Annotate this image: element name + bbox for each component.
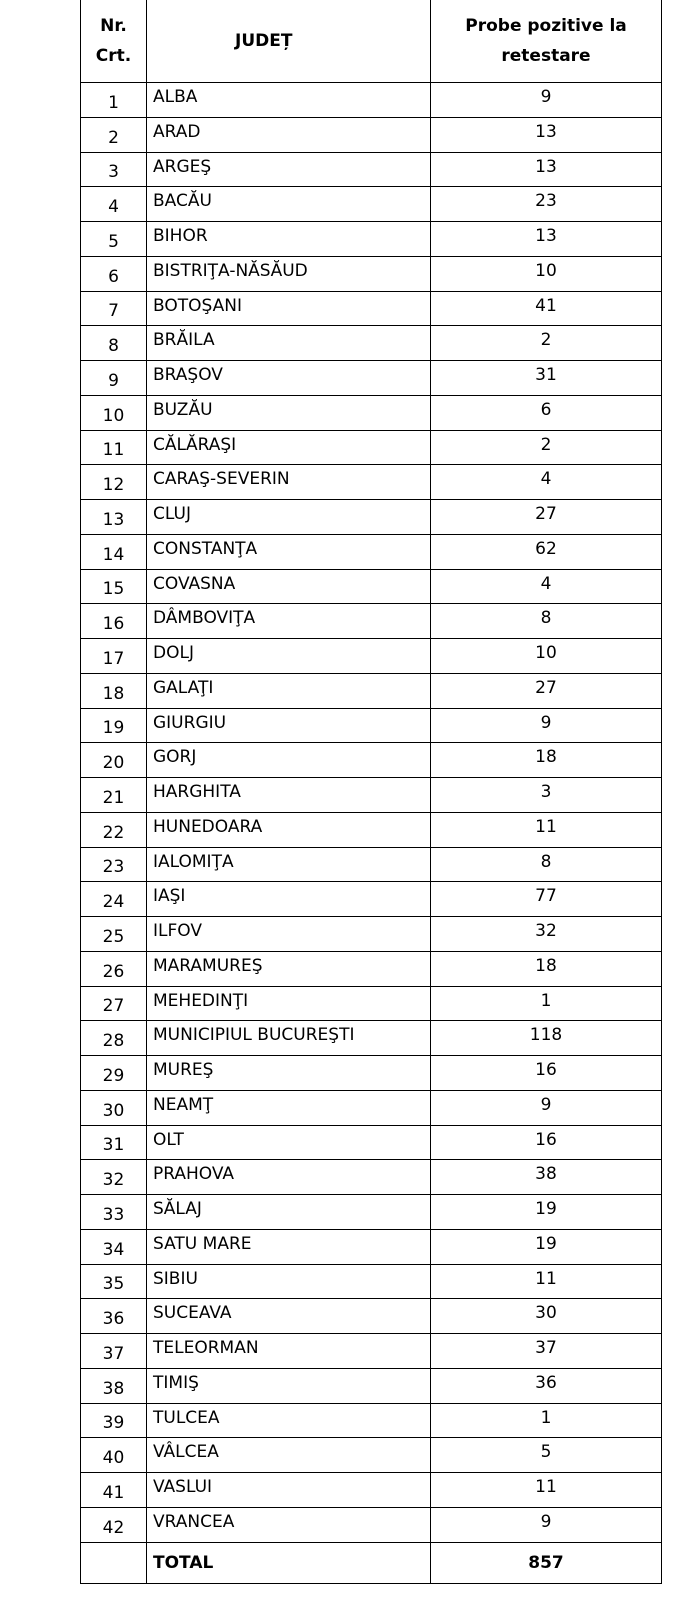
header-judet: JUDEȚ (147, 0, 431, 83)
table-header-row (81, 0, 662, 83)
row-number: 29 (81, 1056, 147, 1091)
county-name: VRANCEA (147, 1507, 431, 1542)
positive-count: 16 (431, 1125, 662, 1160)
positive-count: 38 (431, 1160, 662, 1195)
positive-count: 27 (431, 500, 662, 535)
table-row (81, 1438, 662, 1473)
county-name: BRAŞOV (147, 361, 431, 396)
positive-count: 41 (431, 291, 662, 326)
positive-count: 30 (431, 1299, 662, 1334)
row-number: 33 (81, 1195, 147, 1230)
positive-count: 118 (431, 1021, 662, 1056)
row-number: 35 (81, 1264, 147, 1299)
county-name: SUCEAVA (147, 1299, 431, 1334)
table-row (81, 1334, 662, 1369)
positive-count: 4 (431, 569, 662, 604)
row-number: 8 (81, 326, 147, 361)
table-row (81, 1195, 662, 1230)
table-row (81, 1125, 662, 1160)
row-number: 1 (81, 83, 147, 118)
total-row (81, 1542, 662, 1583)
row-number: 26 (81, 951, 147, 986)
row-number: 13 (81, 500, 147, 535)
total-empty-cell (81, 1542, 147, 1583)
county-name: BACĂU (147, 187, 431, 222)
county-name: DÂMBOVIŢA (147, 604, 431, 639)
row-number: 11 (81, 430, 147, 465)
county-name: MARAMUREŞ (147, 951, 431, 986)
positive-count: 11 (431, 1473, 662, 1508)
county-name: COVASNA (147, 569, 431, 604)
county-name: PRAHOVA (147, 1160, 431, 1195)
row-number: 31 (81, 1125, 147, 1160)
county-name: ARGEŞ (147, 152, 431, 187)
positive-count: 9 (431, 83, 662, 118)
table-row (81, 882, 662, 917)
total-label: TOTAL (147, 1542, 431, 1583)
table-row (81, 256, 662, 291)
row-number: 24 (81, 882, 147, 917)
county-name: BRĂILA (147, 326, 431, 361)
positive-count: 1 (431, 986, 662, 1021)
county-name: HARGHITA (147, 778, 431, 813)
county-name: ALBA (147, 83, 431, 118)
table-row (81, 83, 662, 118)
table-row (81, 1021, 662, 1056)
county-name: BISTRIŢA-NĂSĂUD (147, 256, 431, 291)
positive-count: 10 (431, 639, 662, 674)
positive-count: 19 (431, 1195, 662, 1230)
row-number: 6 (81, 256, 147, 291)
positive-count: 1 (431, 1403, 662, 1438)
positive-count: 23 (431, 187, 662, 222)
row-number: 5 (81, 222, 147, 257)
row-number: 28 (81, 1021, 147, 1056)
row-number: 27 (81, 986, 147, 1021)
table-row (81, 1368, 662, 1403)
row-number: 23 (81, 847, 147, 882)
table-row (81, 291, 662, 326)
positive-count: 62 (431, 534, 662, 569)
row-number: 19 (81, 708, 147, 743)
table-row (81, 430, 662, 465)
positive-count: 27 (431, 673, 662, 708)
table-row (81, 1056, 662, 1091)
row-number: 16 (81, 604, 147, 639)
positive-count: 37 (431, 1334, 662, 1369)
table-row (81, 1160, 662, 1195)
county-name: ARAD (147, 117, 431, 152)
table-row (81, 117, 662, 152)
table-row (81, 500, 662, 535)
county-name: BIHOR (147, 222, 431, 257)
positive-count: 13 (431, 222, 662, 257)
row-number: 36 (81, 1299, 147, 1334)
header-nr-crt: Nr. Crt. (81, 0, 147, 83)
row-number: 39 (81, 1403, 147, 1438)
county-name: OLT (147, 1125, 431, 1160)
positive-count: 32 (431, 917, 662, 952)
positive-count: 9 (431, 1090, 662, 1125)
positive-count: 31 (431, 361, 662, 396)
positive-count: 13 (431, 152, 662, 187)
county-name: TIMIŞ (147, 1368, 431, 1403)
row-number: 2 (81, 117, 147, 152)
county-name: HUNEDOARA (147, 812, 431, 847)
table-row (81, 639, 662, 674)
table-row (81, 1229, 662, 1264)
county-name: IALOMIŢA (147, 847, 431, 882)
positive-count: 6 (431, 395, 662, 430)
county-name: GIURGIU (147, 708, 431, 743)
row-number: 42 (81, 1507, 147, 1542)
table-row (81, 152, 662, 187)
county-name: TELEORMAN (147, 1334, 431, 1369)
table-row (81, 569, 662, 604)
positive-count: 2 (431, 430, 662, 465)
header-probe: Probe pozitive la retestare (431, 0, 662, 83)
row-number: 34 (81, 1229, 147, 1264)
row-number: 25 (81, 917, 147, 952)
county-name: MEHEDINŢI (147, 986, 431, 1021)
table-row (81, 743, 662, 778)
positive-count: 18 (431, 743, 662, 778)
row-number: 7 (81, 291, 147, 326)
county-name: SĂLAJ (147, 1195, 431, 1230)
table-row (81, 847, 662, 882)
table-row (81, 951, 662, 986)
table-row (81, 673, 662, 708)
row-number: 22 (81, 812, 147, 847)
row-number: 14 (81, 534, 147, 569)
table-row (81, 534, 662, 569)
counties-table (80, 0, 662, 1584)
county-name: SATU MARE (147, 1229, 431, 1264)
county-name: BUZĂU (147, 395, 431, 430)
county-name: CARAŞ-SEVERIN (147, 465, 431, 500)
county-name: DOLJ (147, 639, 431, 674)
row-number: 3 (81, 152, 147, 187)
row-number: 37 (81, 1334, 147, 1369)
table-row (81, 708, 662, 743)
county-name: CĂLĂRAŞI (147, 430, 431, 465)
positive-count: 8 (431, 604, 662, 639)
row-number: 32 (81, 1160, 147, 1195)
county-name: CONSTANŢA (147, 534, 431, 569)
table-row (81, 1264, 662, 1299)
row-number: 10 (81, 395, 147, 430)
positive-count: 11 (431, 1264, 662, 1299)
row-number: 4 (81, 187, 147, 222)
table-row (81, 1403, 662, 1438)
positive-count: 36 (431, 1368, 662, 1403)
county-name: GORJ (147, 743, 431, 778)
table-row (81, 326, 662, 361)
table-row (81, 604, 662, 639)
positive-count: 4 (431, 465, 662, 500)
county-name: SIBIU (147, 1264, 431, 1299)
total-value: 857 (431, 1542, 662, 1583)
positive-count: 19 (431, 1229, 662, 1264)
county-name: TULCEA (147, 1403, 431, 1438)
county-name: ILFOV (147, 917, 431, 952)
table-row (81, 1299, 662, 1334)
table-row (81, 986, 662, 1021)
row-number: 9 (81, 361, 147, 396)
table-row (81, 465, 662, 500)
table-row (81, 1473, 662, 1508)
positive-count: 18 (431, 951, 662, 986)
county-name: VASLUI (147, 1473, 431, 1508)
row-number: 21 (81, 778, 147, 813)
table-row (81, 1090, 662, 1125)
county-name: NEAMŢ (147, 1090, 431, 1125)
county-name: MUNICIPIUL BUCUREŞTI (147, 1021, 431, 1056)
county-name: BOTOŞANI (147, 291, 431, 326)
positive-count: 16 (431, 1056, 662, 1091)
table-row (81, 917, 662, 952)
county-name: CLUJ (147, 500, 431, 535)
table-row (81, 778, 662, 813)
positive-count: 10 (431, 256, 662, 291)
row-number: 30 (81, 1090, 147, 1125)
county-name: MUREŞ (147, 1056, 431, 1091)
table-body (81, 83, 662, 1584)
county-name: IAŞI (147, 882, 431, 917)
table-row (81, 812, 662, 847)
positive-count: 8 (431, 847, 662, 882)
positive-count: 3 (431, 778, 662, 813)
table-row (81, 395, 662, 430)
row-number: 18 (81, 673, 147, 708)
positive-count: 11 (431, 812, 662, 847)
county-name: VÂLCEA (147, 1438, 431, 1473)
row-number: 12 (81, 465, 147, 500)
table-row (81, 361, 662, 396)
row-number: 15 (81, 569, 147, 604)
positive-count: 13 (431, 117, 662, 152)
positive-count: 77 (431, 882, 662, 917)
row-number: 40 (81, 1438, 147, 1473)
positive-count: 2 (431, 326, 662, 361)
row-number: 41 (81, 1473, 147, 1508)
county-name: GALAŢI (147, 673, 431, 708)
table-row (81, 187, 662, 222)
table-row (81, 1507, 662, 1542)
positive-count: 9 (431, 1507, 662, 1542)
row-number: 38 (81, 1368, 147, 1403)
positive-count: 9 (431, 708, 662, 743)
row-number: 17 (81, 639, 147, 674)
row-number: 20 (81, 743, 147, 778)
table-row (81, 222, 662, 257)
positive-count: 5 (431, 1438, 662, 1473)
